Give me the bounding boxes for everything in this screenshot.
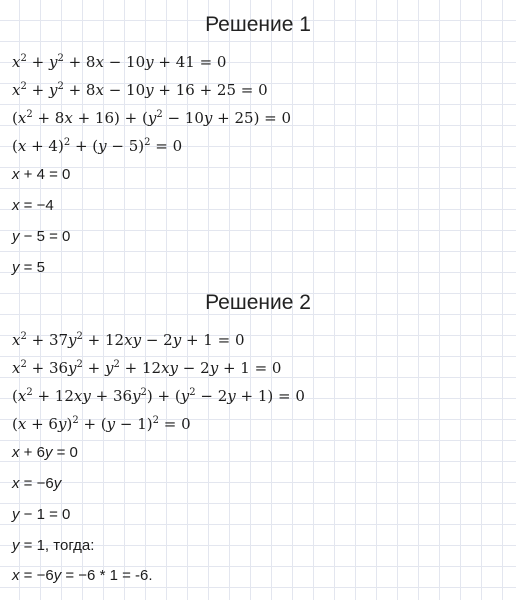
solution-2-line: $(x^2 + 12xy + 36y^2) + (y^2 - 2y + 1) = 0$: [12, 387, 305, 405]
solution-2-line: y − 1 = 0: [12, 506, 71, 523]
solution-1-line: $(x + 4)^2 + (y - 5)^2 = 0$: [12, 137, 183, 155]
solution-2-line: $(x + 6y)^2 + (y - 1)^2 = 0$: [12, 415, 191, 433]
solution-1-line: y − 5 = 0: [12, 228, 71, 245]
solution-2-title: Решение 2: [205, 291, 311, 314]
solution-1-line: x = −4: [12, 197, 54, 214]
solution-1-line: x + 4 = 0: [12, 166, 71, 183]
solution-2-line: x + 6y = 0: [12, 444, 78, 461]
solution-2-line: y = 1, тогда:: [12, 537, 95, 554]
solution-2-line: $x^2 + 37y^2 + 12xy - 2y + 1 = 0$: [12, 331, 245, 349]
solution-2-line: x = −6y: [12, 475, 62, 492]
solution-2-line: x = −6y = −6 * 1 = -6.: [12, 567, 153, 584]
solution-1-line: $x^2 + y^2 + 8x - 10y + 41 = 0$: [12, 53, 227, 71]
solution-2-line: $x^2 + 36y^2 + y^2 + 12xy - 2y + 1 = 0$: [12, 359, 282, 377]
solution-1-title: Решение 1: [205, 13, 311, 36]
solution-1-line: $x^2 + y^2 + 8x - 10y + 16 + 25 = 0$: [12, 81, 268, 99]
solution-1-line: $(x^2 + 8x + 16) + (y^2 - 10y + 25) = 0$: [12, 109, 292, 127]
solution-1-line: y = 5: [12, 259, 45, 276]
